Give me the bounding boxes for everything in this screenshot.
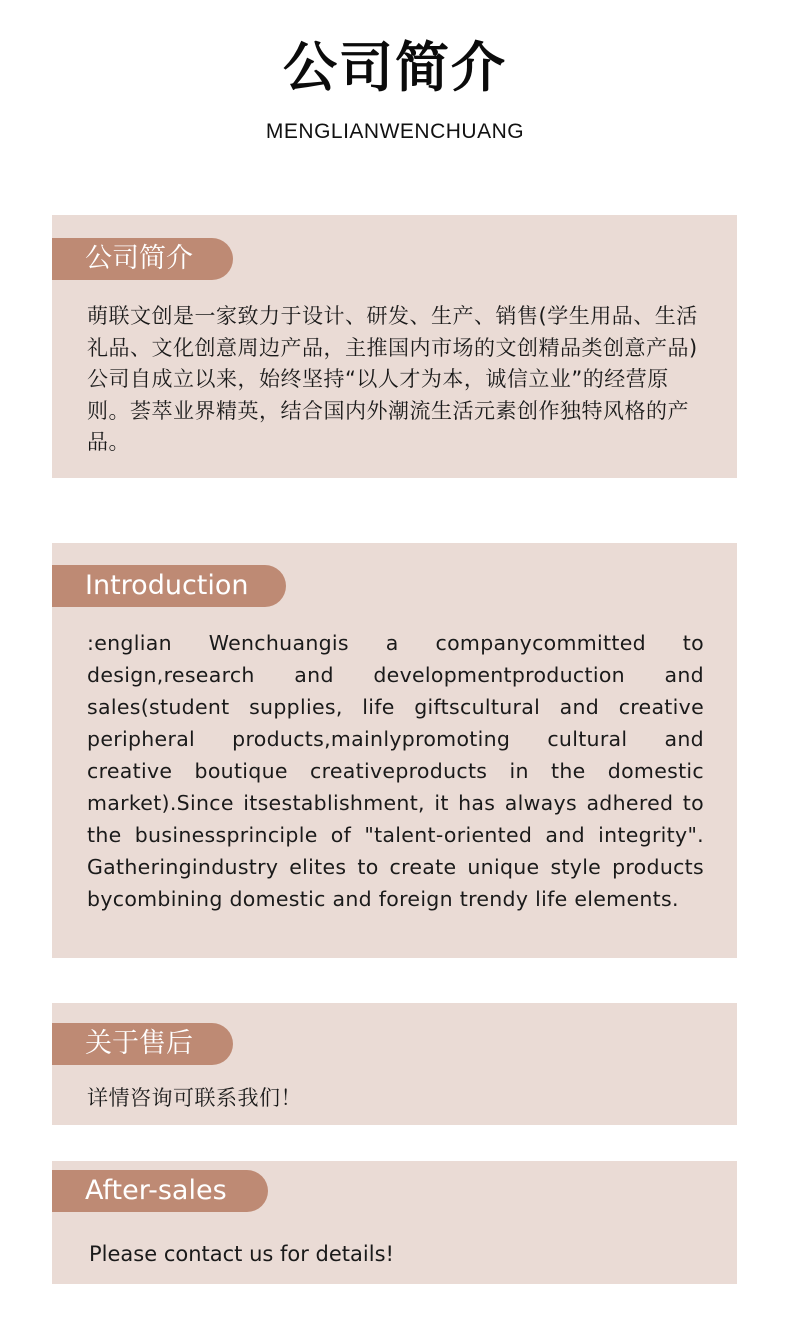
company-intro-cn-panel [52,215,737,478]
after-sales-en-panel [52,1161,737,1284]
section-tag-after-sales-en: After-sales [52,1170,268,1212]
page-title: 公司简介 [283,36,507,99]
company-intro-cn-text: 萌联文创是一家致力于设计、研发、生产、销售(学生用品、生活礼品、文化创意周边产品，主推国内市场的文创精品类创意产品)公司自成立以来，始终坚持“以人才为本，诚信立业”的经营原则。荟萃业界精英，结合国内外潮流生活元素创作独特风格的产品。 [87,304,698,454]
section-tag-introduction: Introduction [52,565,286,607]
section-tag-after-sales-cn: 关于售后 [52,1023,233,1065]
company-intro-en-text: :englian Wenchuangis a companycommitted to design,research and developmentproduction and sales(student supplies, life giftscultural and creative peripheral products,mainlypromoting cultural and creative boutique creativeproducts in the domestic market).Since itsestablishment, it has always adhered to the businessprinciple of "talent-oriented and integrity". Gatheringindustry elites to create unique style products bycombining domestic and foreign trendy life elements. [87,631,704,911]
after-sales-en-text: Please contact us for details! [89,1242,394,1266]
after-sales-cn-panel [52,1003,737,1125]
company-intro-en-panel [52,543,737,958]
page-subtitle: MENGLIANWENCHUANG [265,120,525,143]
after-sales-cn-text: 详情咨询可联系我们！ [87,1086,302,1110]
section-tag-company-intro: 公司简介 [52,238,233,280]
